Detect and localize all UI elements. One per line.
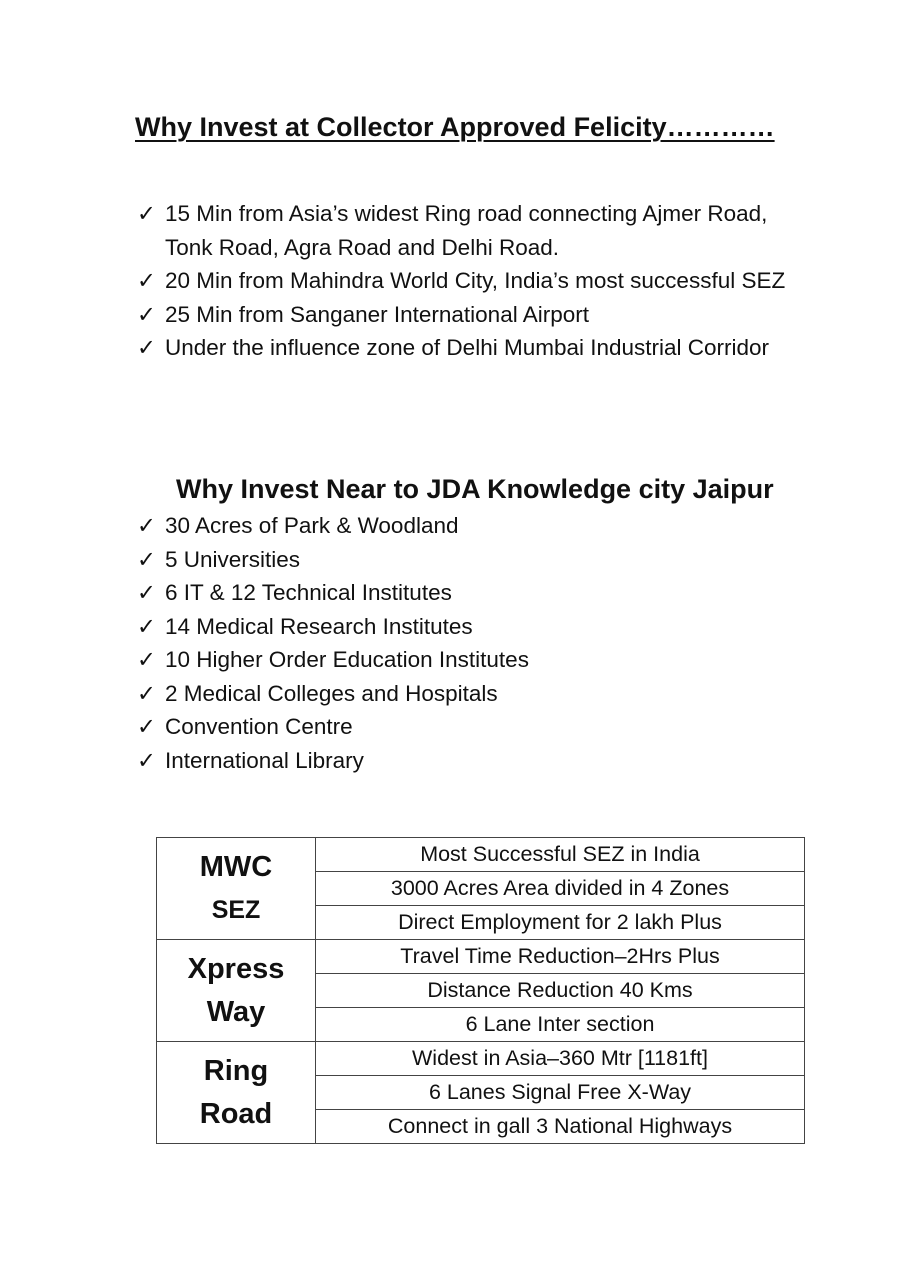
checkmark-icon: ✓: [137, 747, 156, 773]
list-item-text: 20 Min from Mahindra World City, India’s most successful SEZ: [165, 268, 786, 293]
list-item-text: 10 Higher Order Education Institutes: [165, 647, 529, 672]
group-label-line: Way: [206, 995, 266, 1028]
table-cell: 6 Lanes Signal Free X-Way: [316, 1076, 805, 1110]
group-label-xpress-way: [157, 940, 316, 1042]
list-item: [137, 331, 797, 365]
list-item-text: 6 IT & 12 Technical Institutes: [165, 580, 452, 605]
checkmark-icon: ✓: [137, 714, 156, 739]
table-cell: Most Successful SEZ in India: [316, 838, 805, 872]
list-item: [137, 744, 797, 778]
group-label-line: MWC: [199, 850, 273, 883]
list-item: [137, 610, 797, 644]
group-label-line: Road: [199, 1097, 273, 1130]
list-item: [137, 643, 797, 677]
section1-list: [137, 197, 797, 365]
list-item: [137, 677, 797, 711]
list-item: [137, 298, 797, 332]
list-item-text: International Library: [165, 747, 364, 773]
list-item: [137, 543, 797, 577]
group-label-ring-road: [157, 1042, 316, 1144]
checkmark-icon: ✓: [137, 613, 156, 639]
checkmark-icon: ✓: [137, 647, 156, 672]
table-row: [157, 1042, 805, 1076]
table-cell: Connect in gall 3 National Highways: [316, 1110, 805, 1144]
list-item-text: Convention Centre: [165, 714, 353, 739]
section2-list: [137, 509, 797, 777]
table-cell: Direct Employment for 2 lakh Plus: [316, 906, 805, 940]
group-label-line: Ring: [203, 1054, 269, 1087]
checkmark-icon: ✓: [137, 301, 156, 327]
group-label-line: SEZ: [211, 895, 261, 924]
table-cell: 6 Lane Inter section: [316, 1008, 805, 1042]
section2-title: Why Invest Near to JDA Knowledge city Jaipur: [176, 474, 774, 504]
table-row: [157, 838, 805, 872]
list-item-text: Under the influence zone of Delhi Mumbai Industrial Corridor: [165, 335, 770, 360]
table-cell: Distance Reduction 40 Kms: [316, 974, 805, 1008]
list-item: [137, 197, 797, 264]
list-item-text: 2 Medical Colleges and Hospitals: [165, 680, 498, 706]
checkmark-icon: ✓: [137, 335, 156, 360]
section1-title: Why Invest at Collector Approved Felicity…………: [135, 112, 775, 142]
list-item-text: 30 Acres of Park & Woodland: [165, 513, 459, 538]
list-item: [137, 264, 797, 298]
table-cell: 3000 Acres Area divided in 4 Zones: [316, 872, 805, 906]
list-item-text: 25 Min from Sanganer International Airport: [165, 301, 589, 327]
list-item-text: 15 Min from Asia’s widest Ring road connecting Ajmer Road, Tonk Road, Agra Road and Delhi Road.: [165, 201, 768, 260]
table-row: [157, 940, 805, 974]
list-item-text: 14 Medical Research Institutes: [165, 613, 473, 639]
checkmark-icon: ✓: [137, 513, 156, 538]
group-label-mwc-sez: [157, 838, 316, 940]
list-item: [137, 710, 797, 744]
table-cell: Widest in Asia–360 Mtr [1181ft]: [316, 1042, 805, 1076]
feature-table: [156, 837, 805, 1144]
checkmark-icon: ✓: [137, 580, 156, 605]
list-item-text: 5 Universities: [165, 546, 301, 572]
list-item: [137, 576, 797, 610]
group-label-line: Xpress: [187, 952, 285, 985]
table-cell: Travel Time Reduction–2Hrs Plus: [316, 940, 805, 974]
checkmark-icon: ✓: [137, 546, 156, 572]
checkmark-icon: ✓: [137, 680, 156, 706]
list-item: [137, 509, 797, 543]
checkmark-icon: ✓: [137, 268, 156, 293]
checkmark-icon: ✓: [137, 201, 156, 226]
